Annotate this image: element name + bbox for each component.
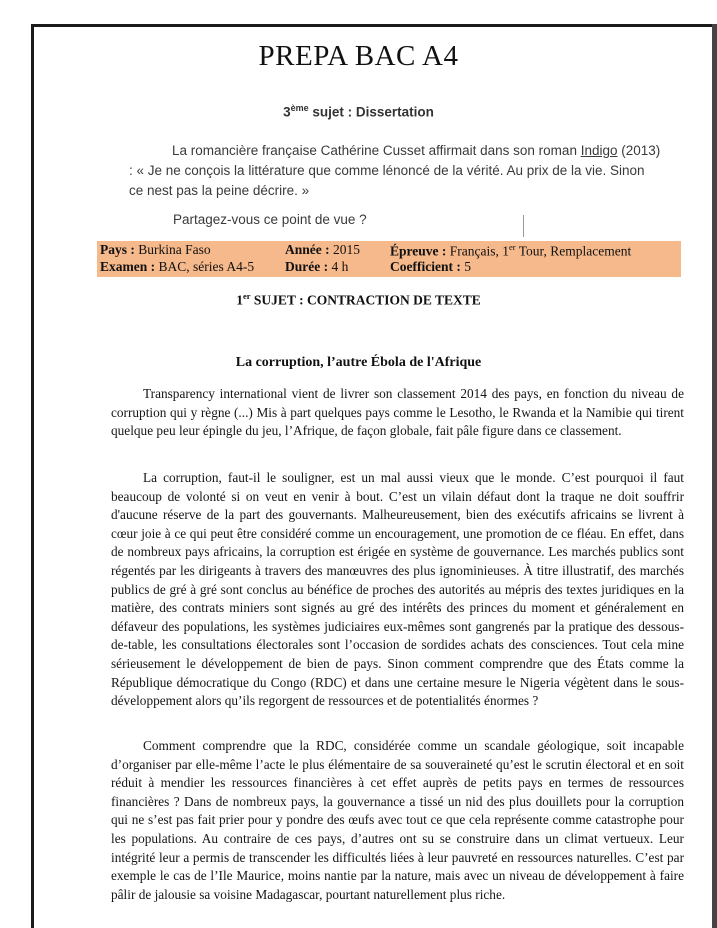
- info-pays-value: Burkina Faso: [134, 242, 211, 257]
- info-pays: [100, 242, 211, 258]
- subject-3-quote: [129, 141, 661, 201]
- info-examen-label: Examen :: [100, 259, 156, 274]
- info-coefficient-value: 5: [460, 259, 471, 274]
- info-duree-label: Durée :: [285, 259, 329, 274]
- info-examen: [100, 259, 254, 275]
- subject-3-sup: ème: [290, 103, 309, 113]
- info-duree-value: 4 h: [328, 259, 349, 274]
- subject-1-heading: [0, 291, 717, 309]
- paragraph-2-text: La corruption, faut-il le souligner, est un mal aussi vieux que le monde. C’est pourquoi il faut beaucoup de volonté si on veut en venir à bout. C’est un vilain défaut dont la traque ne doit souffrir d'aucune réserve de la part des gouvernants. Malheureusement, bien des exécutifs africains se livrent à cœur joie à ce qui peut être considéré comme un encouragement, une promotion de ce fléau. En effet, dans de nombreux pays africains, la corruption est érigée en système de gouvernance. Les marchés publics sont régentés par les dirigeants à travers des manœuvres des plus ignominieuses. À titre illustratif, des marchés publics de gré à gré sont conclus au bénéfice de proches des autorités au mépris des textes juridiques en la matière, des contrats miniers sont signés au gré des intérêts des princes du moment et généralement en défaveur des populations, les systèmes judiciaires eux-mêmes sont gangrenés par la pratique des dessous-de-table, les consultations électorales sont l’occasion de sordides achats des consciences. Tout cela mine sérieusement le développement de bien de pays. Sinon comment comprendre que des États comme la République démocratique du Congo (RDC) et dans une certaine mesure le Nigeria végètent dans le sous-développement alors qu’ils regorgent de ressources et de potentialités énormes ?: [111, 470, 684, 709]
- exam-info-bar: [97, 241, 681, 277]
- quote-novel-title: Indigo: [580, 143, 618, 158]
- text-cursor: [523, 215, 524, 237]
- article-paragraph-1: [111, 385, 684, 441]
- subject-3-heading: [0, 103, 717, 120]
- quote-part-2: (2013) : « Je ne conçois la littérature que comme lénoncé de la vérité. Au prix de la vie. Sinon ce nest pas la peine décrire. »: [129, 143, 661, 198]
- info-coefficient-label: Coefficient :: [390, 259, 461, 274]
- quote-part-1: La romancière française Cathérine Cusset affirmait dans son roman: [172, 143, 581, 158]
- article-title: La corruption, l’autre Ébola de l'Afrique: [235, 355, 482, 370]
- info-annee: [285, 242, 360, 258]
- info-coefficient: [390, 259, 471, 275]
- info-epreuve-rest: Tour, Remplacement: [515, 243, 632, 259]
- info-annee-value: 2015: [329, 242, 360, 257]
- info-epreuve: [390, 242, 631, 260]
- article-paragraph-2: [111, 469, 684, 711]
- subject-1-label: SUJET : CONTRACTION DE TEXTE: [250, 292, 481, 308]
- page-edge: [712, 24, 717, 928]
- subject-3-number: 3: [283, 104, 291, 120]
- info-examen-value: BAC, séries A4-5: [155, 259, 255, 274]
- subject-3-question: Partagez-vous ce point de vue ?: [173, 212, 367, 227]
- info-epreuve-sup: er: [508, 242, 516, 252]
- paragraph-3-text: Comment comprendre que la RDC, considérée comme un scandale géologique, soit incapable d’organiser par elle-même l’acte le plus élémentaire de sa souveraineté qu’est le scrutin électoral et en soit réduit à mendier les ressources financières à cet effet auprès de petits pays en termes de ressources financières ? Dans de nombreux pays, la gouvernance a tissé un nid des plus douillets pour la corruption qui ne s’est pas fait prier pour y pondre des œufs avec tout ce que cela représente comme catastrophe pour les populations. Au contraire de ces pays, d’autres ont su se construire dans un climat vertueux. Leur intégrité leur a permis de transcender les difficultés liées à leur pauvreté en ressources naturelles. C’est par exemple le cas de l’Ile Maurice, moins nantie par la nature, mais avec un niveau de développement à faire pâlir de jalousie sa voisine Madagascar, pourtant naturellement plus riche.: [111, 738, 684, 902]
- info-duree: [285, 259, 348, 275]
- info-epreuve-label: Épreuve :: [390, 243, 447, 259]
- subject-3-label: sujet : Dissertation: [308, 104, 434, 120]
- paragraph-1-text: Transparency international vient de livrer son classement 2014 des pays, en fonction du niveau de corruption qui y règne (...) Mis à part quelques pays comme le Lesotho, le Rwanda et la Namibie qui tirent quelque peu leur épingle du jeu, l’Afrique, de façon globale, fait pâle figure dans ce classement.: [111, 386, 684, 439]
- subject-1-sup: er: [243, 291, 251, 301]
- info-epreuve-value: Français, 1: [446, 243, 509, 259]
- subject-1-number: 1: [236, 292, 243, 308]
- info-annee-label: Année :: [285, 242, 330, 257]
- page-title: PREPA BAC A4: [258, 40, 459, 72]
- article-paragraph-3: [111, 737, 684, 904]
- info-pays-label: Pays :: [100, 242, 135, 257]
